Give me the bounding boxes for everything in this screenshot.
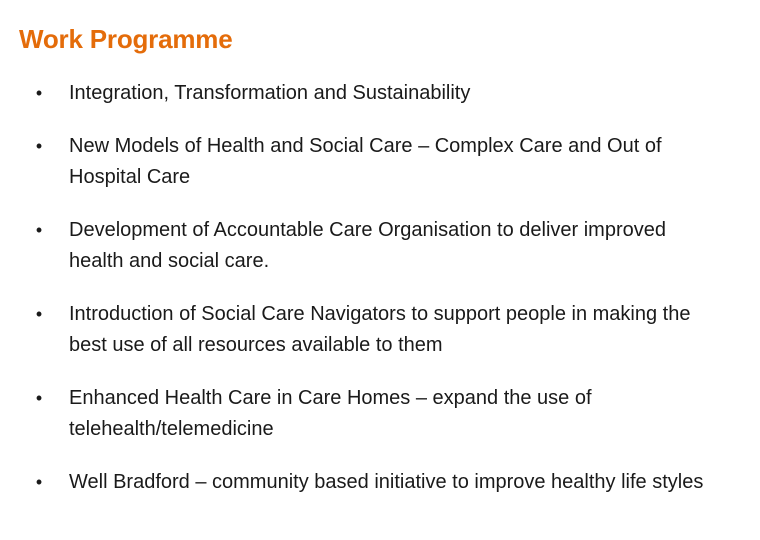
bullet-text: New Models of Health and Social Care – Complex Care and Out of Hospital Care: [69, 135, 662, 188]
bullet-item: [32, 131, 712, 193]
bullet-text: Integration, Transformation and Sustainability: [69, 82, 471, 104]
bullet-item: [32, 78, 712, 109]
bullet-text: Well Bradford – community based initiative to improve healthy life styles: [69, 471, 704, 493]
bullet-item: [32, 299, 712, 361]
bullet-list: [32, 78, 712, 520]
slide-title: Work Programme: [19, 24, 233, 54]
bullet-text: Enhanced Health Care in Care Homes – expand the use of telehealth/telemedicine: [69, 387, 592, 440]
bullet-icon: •: [35, 83, 43, 103]
bullet-icon: •: [35, 220, 43, 240]
bullet-icon: •: [35, 136, 43, 156]
bullet-icon: •: [35, 388, 43, 408]
bullet-icon: •: [35, 472, 43, 492]
bullet-icon: •: [35, 304, 43, 324]
bullet-text: Introduction of Social Care Navigators to support people in making the best use of all resources available to them: [69, 303, 691, 356]
bullet-item: [32, 467, 712, 498]
bullet-item: [32, 383, 712, 445]
bullet-text: Development of Accountable Care Organisation to deliver improved health and social care.: [69, 219, 666, 272]
bullet-item: [32, 215, 712, 277]
